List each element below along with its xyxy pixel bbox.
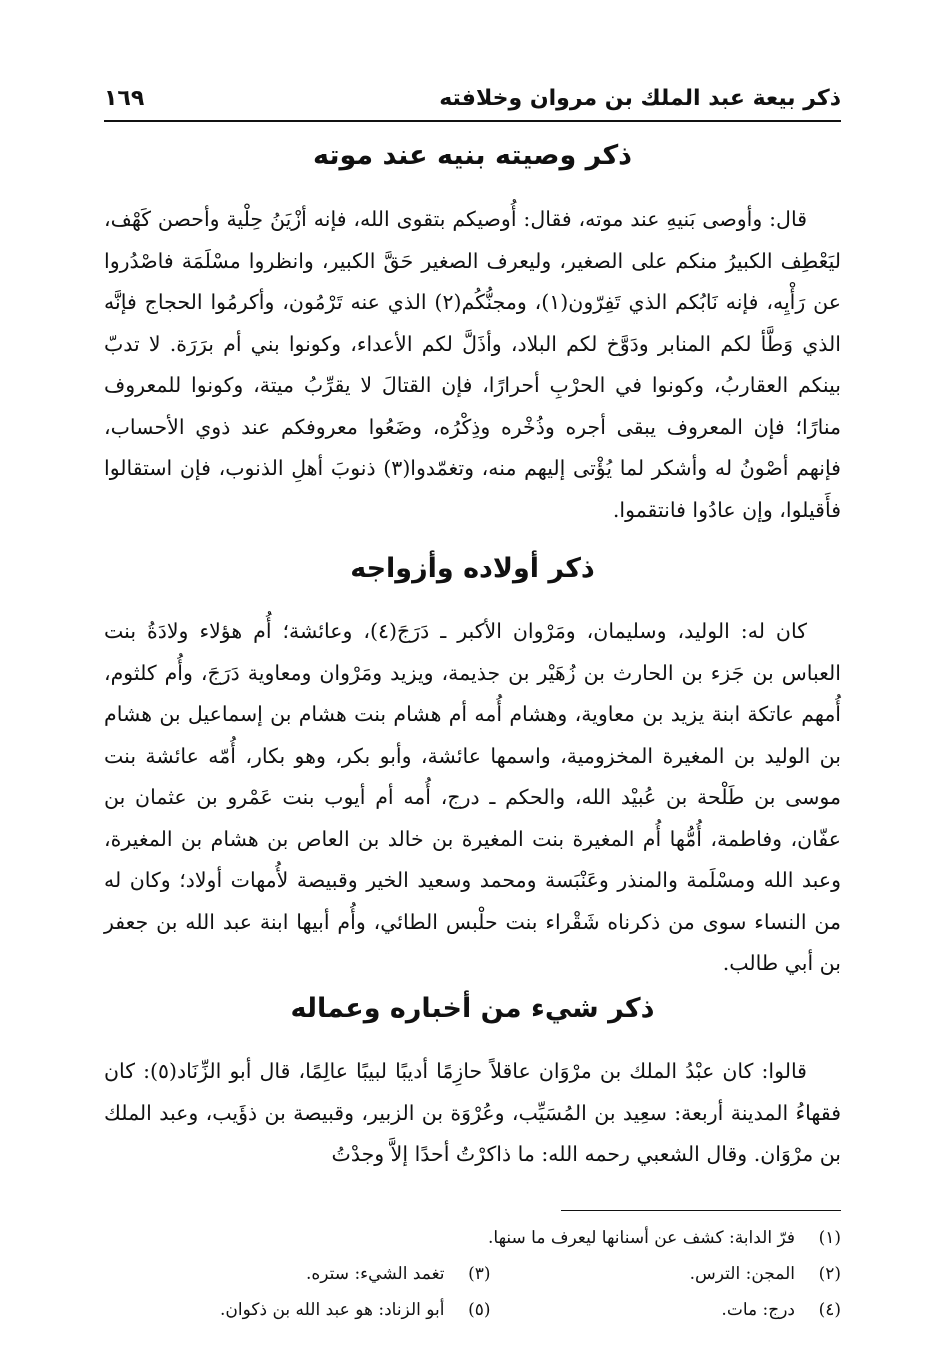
footnote-2 — [491, 1256, 842, 1292]
page-header — [104, 84, 841, 122]
section-heading-children: ذكر أولاده وأزواجه — [350, 553, 595, 584]
paragraph: قالوا: كان عبْدُ الملك بن مرْوَان عاقلاً حازِمًا أديبًا لبيبًا عالِمًا، قال أبو الزِّنَاد(٥): كان فقهاءُ المدينة أربعة: سعِيد بن المُسَيِّب، وعُرْوَة بن الزبير، وقبيصة بن ذؤَيب، وعبد الملك بن مرْوَان. وقال الشعبي رحمه الله: ما ذاكرْتُ أحدًا إلاَّ وجدْتُ — [104, 1059, 841, 1166]
footnote-divider — [561, 1210, 841, 1211]
footnote-number: (٢) — [818, 1264, 841, 1284]
section-heading-news: ذكر شيء من أخباره وعماله — [290, 993, 655, 1024]
running-title: ذكر بيعة عبد الملك بن مروان وخلافته — [439, 86, 841, 111]
footnote-number: (٥) — [468, 1300, 491, 1320]
footnote-number: (٣) — [468, 1264, 491, 1284]
footnote-1 — [140, 1220, 841, 1256]
section-body-will — [104, 199, 841, 531]
footnote-text: درج: مات. — [721, 1300, 795, 1320]
footnote-4 — [491, 1292, 842, 1328]
footnotes — [140, 1220, 841, 1328]
footnote-text: تغمد الشيء: ستره. — [305, 1264, 445, 1284]
footnote-5 — [140, 1292, 491, 1328]
footnote-number: (٤) — [818, 1300, 841, 1320]
footnote-3 — [140, 1256, 491, 1292]
paragraph: قال: وأوصى بَنيهِ عند موته، فقال: أُوصيكم بتقوى الله، فإنه أزْيَنُ حِلْية وأحصن كَهْف، ليَعْطِف الكبيرُ منكم على الصغير، وليعرف الصغير حَقَّ الكبير، وانظروا مسْلَمَة فاصْدُروا عن رَأْيِه، فإنه نَابُكم الذي تَفِرّون(١)، ومجنُّكُم(٢) الذي عنه تَرْمُون، وأكرمُوا الحجاج فإنَّه الذي وَطَّأ لكم المنابر ودَوَّخ لكم البلاد، وأذَلَّ لكم الأعداء، وكونوا بني أم برَرَة. لا تدبّ بينكم العقاربُ، وكونوا في الحرْبِ أحرارًا، فإن القتالَ لا يقرِّبُ ميتة، وكونوا للمعروف منارًا؛ فإن المعروف يبقى أجره وذُخْره وذِكْرُه، وضَعُوا معروفكم عند ذوي الأحساب، فإنهم أصْونُ له وأشكر لما يُؤْتى إليهم منه، وتغمّدوا(٣) ذنوبَ أهلِ الذنوب، فإن استقالوا فأَقيلوا، وإن عادُوا فانتقموا. — [104, 207, 842, 522]
paragraph: كان له: الوليد، وسليمان، ومَرْوان الأكبر ـ دَرَجَ(٤)، وعائشة؛ أُم هؤلاء ولادَةُ بنت العباس بن جَزء بن الحارث بن زُهَيْر بن جذيمة، ويزيد ومَرْوان ومعاوية دَرَجَ، وأُم كلثوم، أُمهم عاتكة ابنة يزيد بن معاوية، وهشام أُمه أم هشام بنت هشام بن إسماعيل بن هشام بن الوليد بن المغيرة المخزومية، واسمها عائشة، وأبو بكر، وهو بكار، أُمّه عائشة بنت موسى بن طَلْحة بن عُبيْد الله، والحكم ـ درج، أُمه أم أيوب بنت عَمْرو بن عثمان بن عفّان، وفاطمة، أُمُّها أُم المغيرة بنت المغيرة بن خالد بن العاص بن هشام بن المغيرة، وعبد الله ومسْلَمة والمنذر وعَنْبَسة ومحمد وسعيد الخير وقبيصة لأُمهات أولاد؛ وكان له من النساء سوى من ذكرناه شَقْراء بنت حلْبس الطائي، وأُم أبيها ابنة عبد الله بن جعفر بن أبي طالب. — [104, 619, 841, 975]
footnote-row — [140, 1256, 841, 1292]
footnote-text: المجن: الترس. — [689, 1264, 795, 1284]
page-number: ١٦٩ — [104, 86, 145, 111]
footnote-row — [140, 1292, 841, 1328]
section-body-news — [104, 1051, 841, 1176]
section-body-children — [104, 611, 841, 985]
footnote-text: فرّ الدابة: كشف عن أسنانها ليعرف ما سنها. — [487, 1228, 795, 1248]
section-heading-will: ذكر وصيته بنيه عند موته — [312, 140, 633, 171]
footnote-row — [140, 1220, 841, 1256]
footnote-number: (١) — [818, 1228, 841, 1248]
footnote-text: أبو الزناد: هو عبد الله بن ذكوان. — [220, 1300, 445, 1320]
